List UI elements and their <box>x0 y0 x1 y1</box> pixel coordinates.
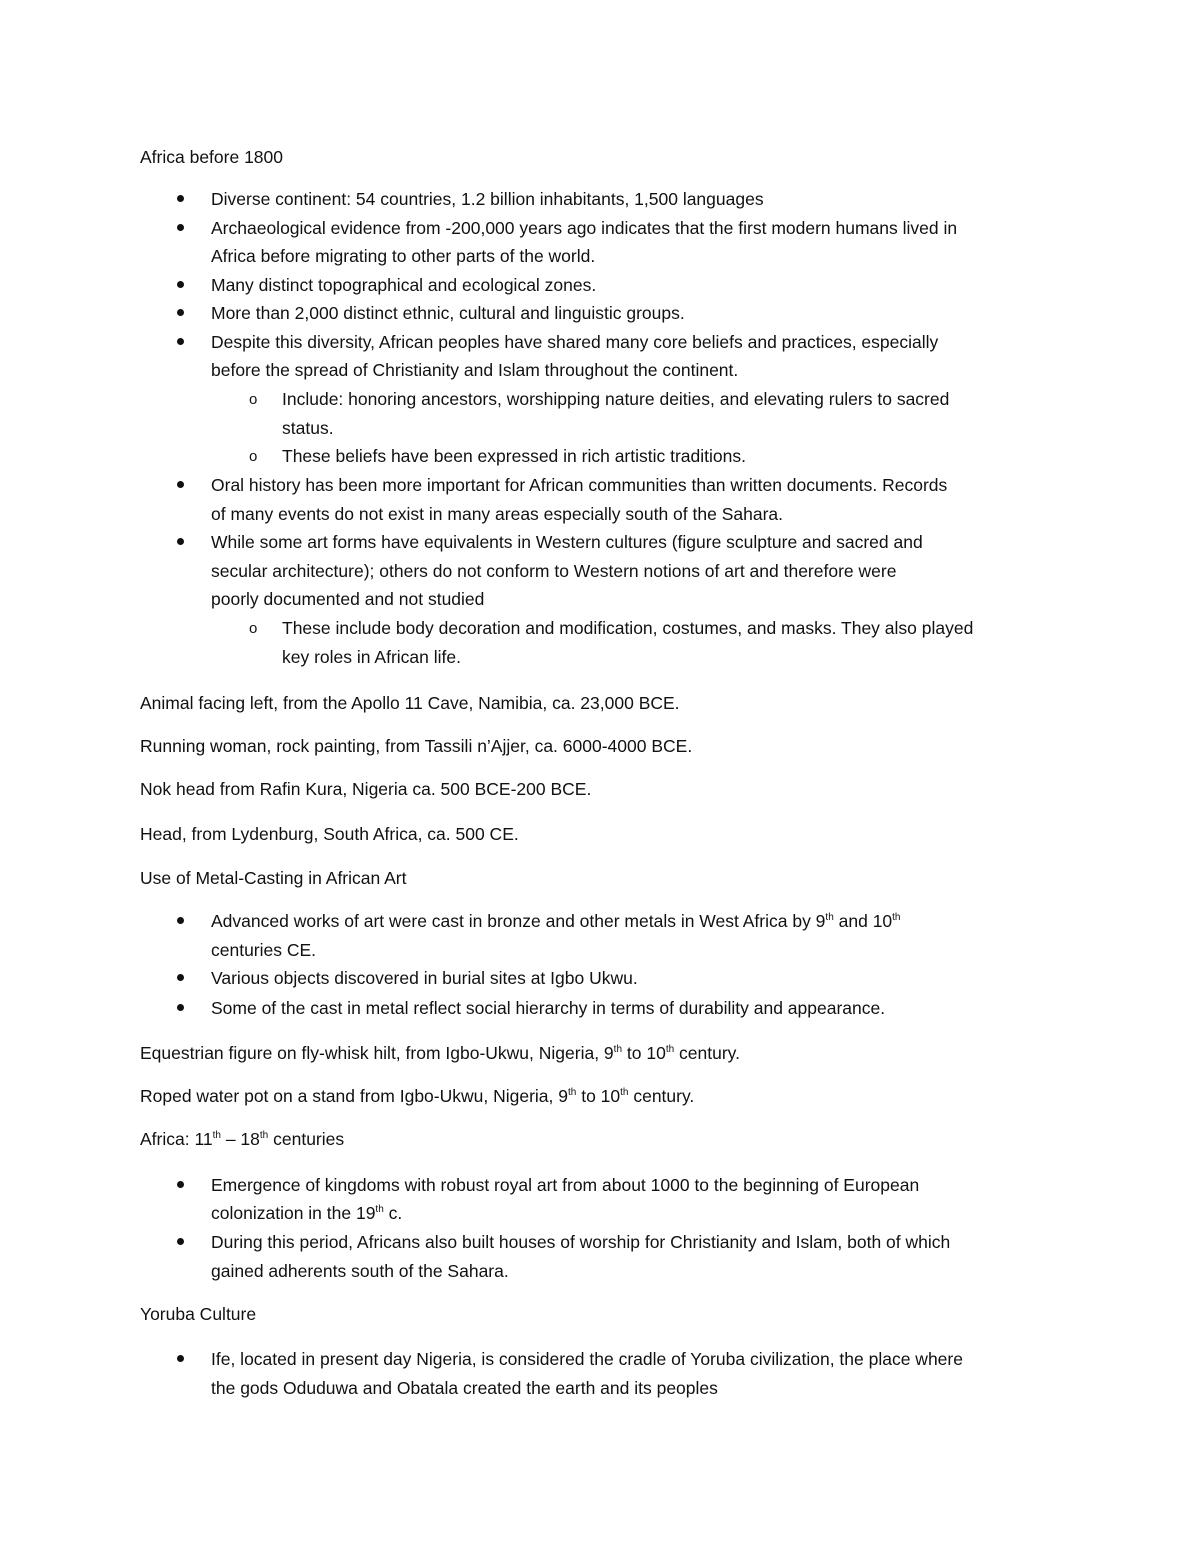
artwork-caption: Animal facing left, from the Apollo 11 Cave, Namibia, ca. 23,000 BCE. <box>140 693 680 713</box>
bullet-dot <box>177 224 184 231</box>
bullet-dot <box>177 1355 184 1362</box>
bullet-text: Advanced works of art were cast in bronze and other metals in West Africa by 9th and 10th <box>211 911 901 931</box>
bullet-text: While some art forms have equivalents in Western cultures (figure sculpture and sacred and <box>211 532 923 552</box>
sub-bullet-text: These beliefs have been expressed in rich artistic traditions. <box>282 446 746 466</box>
bullet-text: Diverse continent: 54 countries, 1.2 billion inhabitants, 1,500 languages <box>211 189 764 209</box>
section-heading: Use of Metal-Casting in African Art <box>140 868 407 888</box>
artwork-caption: Roped water pot on a stand from Igbo-Ukwu, Nigeria, 9th to 10th century. <box>140 1086 695 1106</box>
sub-bullet-marker: o <box>249 391 258 408</box>
bullet-text: Oral history has been more important for African communities than written documents. Records <box>211 475 948 495</box>
bullet-text: Ife, located in present day Nigeria, is considered the cradle of Yoruba civilization, the place where <box>211 1349 963 1369</box>
artwork-caption: Head, from Lydenburg, South Africa, ca. 500 CE. <box>140 824 519 844</box>
bullet-text: During this period, Africans also built houses of worship for Christianity and Islam, both of which <box>211 1232 951 1252</box>
bullet-text: Africa before migrating to other parts of the world. <box>211 246 596 266</box>
bullet-dot <box>177 309 184 316</box>
bullet-dot <box>177 281 184 288</box>
bullet-text: secular architecture); others do not conform to Western notions of art and therefore were <box>211 561 897 581</box>
bullet-dot <box>177 1238 184 1245</box>
bullet-dot <box>177 1004 184 1011</box>
sub-bullet-marker: o <box>249 448 258 465</box>
artwork-caption: Nok head from Rafin Kura, Nigeria ca. 500 BCE-200 BCE. <box>140 779 592 799</box>
bullet-text: Some of the cast in metal reflect social hierarchy in terms of durability and appearance. <box>211 998 886 1018</box>
bullet-dot <box>177 481 184 488</box>
artwork-caption: Running woman, rock painting, from Tassili n’Ajjer, ca. 6000-4000 BCE. <box>140 736 693 756</box>
bullet-text: the gods Oduduwa and Obatala created the earth and its peoples <box>211 1378 718 1398</box>
bullet-text: Various objects discovered in burial sites at Igbo Ukwu. <box>211 968 638 988</box>
bullet-text: gained adherents south of the Sahara. <box>211 1261 509 1281</box>
bullet-dot <box>177 974 184 981</box>
sub-bullet-text: key roles in African life. <box>282 647 461 667</box>
bullet-dot <box>177 538 184 545</box>
bullet-dot <box>177 917 184 924</box>
bullet-dot <box>177 195 184 202</box>
sub-bullet-text: Include: honoring ancestors, worshipping nature deities, and elevating rulers to sacred <box>282 389 950 409</box>
bullet-text: poorly documented and not studied <box>211 589 485 609</box>
section-heading: Africa: 11th – 18th centuries <box>140 1129 345 1149</box>
bullet-dot <box>177 338 184 345</box>
bullet-text: of many events do not exist in many areas especially south of the Sahara. <box>211 504 783 524</box>
bullet-text: Many distinct topographical and ecological zones. <box>211 275 597 295</box>
sub-bullet-marker: o <box>249 620 258 637</box>
bullet-text: Despite this diversity, African peoples have shared many core beliefs and practices, especially <box>211 332 939 352</box>
bullet-dot <box>177 1181 184 1188</box>
section-heading: Yoruba Culture <box>140 1304 257 1324</box>
sub-bullet-text: These include body decoration and modification, costumes, and masks. They also played <box>282 618 974 638</box>
bullet-text: colonization in the 19th c. <box>211 1203 403 1223</box>
bullet-text: Archaeological evidence from -200,000 years ago indicates that the first modern humans lived in <box>211 218 958 238</box>
bullet-text: before the spread of Christianity and Islam throughout the continent. <box>211 360 739 380</box>
bullet-text: More than 2,000 distinct ethnic, cultural and linguistic groups. <box>211 303 685 323</box>
artwork-caption: Equestrian figure on fly-whisk hilt, from Igbo-Ukwu, Nigeria, 9th to 10th century. <box>140 1043 740 1063</box>
section-heading: Africa before 1800 <box>140 147 284 167</box>
bullet-text: centuries CE. <box>211 940 317 960</box>
bullet-text: Emergence of kingdoms with robust royal art from about 1000 to the beginning of European <box>211 1175 920 1195</box>
sub-bullet-text: status. <box>282 418 334 438</box>
